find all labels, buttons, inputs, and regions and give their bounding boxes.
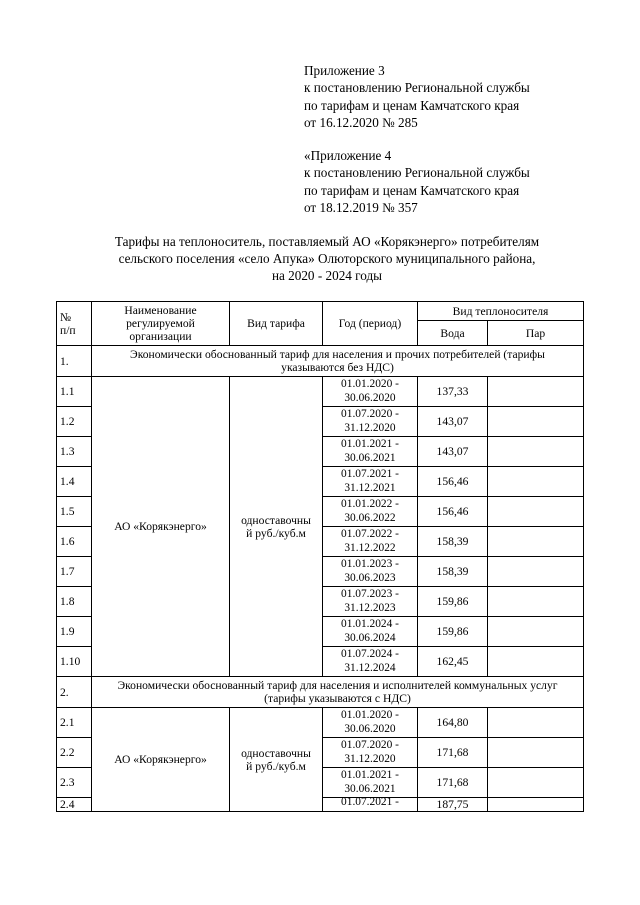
steam-tariff (488, 708, 584, 738)
period-cell: 01.01.2020 - 30.06.2020 (323, 708, 418, 738)
row-num: 2.2 (57, 738, 92, 768)
steam-tariff (488, 798, 584, 812)
period-cell: 01.01.2021 - 30.06.2021 (323, 437, 418, 467)
period-cell: 01.01.2024 - 30.06.2024 (323, 617, 418, 647)
row-num: 1.5 (57, 497, 92, 527)
header-steam: Пар (488, 321, 584, 346)
water-tariff: 171,68 (418, 768, 488, 798)
water-tariff: 156,46 (418, 467, 488, 497)
period-cell: 01.01.2020 - 30.06.2020 (323, 377, 418, 407)
row-num: 1.3 (57, 437, 92, 467)
appendix-4-header (304, 147, 624, 217)
row-num: 1.2 (57, 407, 92, 437)
steam-tariff (488, 587, 584, 617)
steam-tariff (488, 527, 584, 557)
water-tariff: 159,86 (418, 617, 488, 647)
water-tariff: 164,80 (418, 708, 488, 738)
steam-tariff (488, 407, 584, 437)
period-cell: 01.07.2022 - 31.12.2022 (323, 527, 418, 557)
appendix-line: Приложение 3 (304, 63, 385, 78)
section-title: Экономически обоснованный тариф для населения и прочих потребителей (тарифы указываются без НДС) (92, 346, 584, 377)
period-cell: 01.07.2021 - 31.12.2021 (323, 467, 418, 497)
document-title (40, 233, 614, 284)
period-cell: 01.07.2020 - 31.12.2020 (323, 407, 418, 437)
row-num: 1.10 (57, 647, 92, 677)
water-tariff: 171,68 (418, 738, 488, 768)
water-tariff: 158,39 (418, 557, 488, 587)
section-num: 2. (57, 677, 92, 708)
water-tariff: 143,07 (418, 407, 488, 437)
period-cell: 01.01.2021 - 30.06.2021 (323, 768, 418, 798)
appendix-line: от 18.12.2019 № 357 (304, 200, 418, 216)
row-num: 1.1 (57, 377, 92, 407)
header-tariff-type: Вид тарифа (230, 302, 323, 346)
table-row (57, 377, 584, 407)
row-num: 1.9 (57, 617, 92, 647)
appendix-line: по тарифам и ценам Камчатского края (304, 97, 520, 113)
water-tariff: 158,39 (418, 527, 488, 557)
steam-tariff (488, 738, 584, 768)
appendix-line: «Приложение 4 (304, 148, 392, 163)
tariff-type: одноставочны й руб./куб.м (230, 708, 323, 812)
appendix-line: к постановлению Региональной службы (304, 165, 530, 181)
section-title: Экономически обоснованный тариф для населения и исполнителей коммунальных услуг (тарифы указываются с НДС) (92, 677, 584, 708)
steam-tariff (488, 617, 584, 647)
row-num: 1.7 (57, 557, 92, 587)
header-org: Наименование регулируемой организации (92, 302, 230, 346)
tariff-table (56, 301, 584, 812)
water-tariff: 156,46 (418, 497, 488, 527)
water-tariff: 187,75 (418, 798, 488, 812)
header-water: Вода (418, 321, 488, 346)
period-cell: 01.07.2024 - 31.12.2024 (323, 647, 418, 677)
row-num: 2.1 (57, 708, 92, 738)
row-num: 1.4 (57, 467, 92, 497)
steam-tariff (488, 377, 584, 407)
title-line: Тарифы на теплоноситель, поставляемый АО «Корякэнерго» потребителям (114, 234, 540, 249)
row-num: 1.6 (57, 527, 92, 557)
water-tariff: 162,45 (418, 647, 488, 677)
period-cell: 01.01.2023 - 30.06.2023 (323, 557, 418, 587)
period-cell: 01.07.2023 - 31.12.2023 (323, 587, 418, 617)
section-num: 1. (57, 346, 92, 377)
appendix-line: к постановлению Региональной службы (304, 80, 530, 96)
row-num: 1.8 (57, 587, 92, 617)
appendix-3-header (304, 62, 624, 132)
steam-tariff (488, 557, 584, 587)
period-cell: 01.07.2020 - 31.12.2020 (323, 738, 418, 768)
appendix-line: по тарифам и ценам Камчатского края (304, 182, 520, 198)
table-row (57, 708, 584, 738)
org-name: АО «Корякэнерго» (92, 377, 230, 677)
steam-tariff (488, 497, 584, 527)
period-cell: 01.01.2022 - 30.06.2022 (323, 497, 418, 527)
section-row (57, 346, 584, 377)
appendix-line: от 16.12.2020 № 285 (304, 115, 418, 131)
header-num: № п/п (57, 302, 92, 346)
steam-tariff (488, 467, 584, 497)
org-name: АО «Корякэнерго» (92, 708, 230, 812)
water-tariff: 137,33 (418, 377, 488, 407)
steam-tariff (488, 437, 584, 467)
title-line: на 2020 - 2024 годы (271, 268, 383, 283)
row-num: 2.4 (57, 798, 92, 812)
water-tariff: 159,86 (418, 587, 488, 617)
water-tariff: 143,07 (418, 437, 488, 467)
title-line: сельского поселения «село Апука» Олюторского муниципального района, (118, 251, 536, 266)
steam-tariff (488, 768, 584, 798)
period-cell: 01.07.2021 - (323, 798, 418, 812)
header-period: Год (период) (323, 302, 418, 346)
steam-tariff (488, 647, 584, 677)
header-carrier: Вид теплоносителя (418, 302, 584, 321)
row-num: 2.3 (57, 768, 92, 798)
tariff-type: одноставочны й руб./куб.м (230, 377, 323, 677)
section-row (57, 677, 584, 708)
